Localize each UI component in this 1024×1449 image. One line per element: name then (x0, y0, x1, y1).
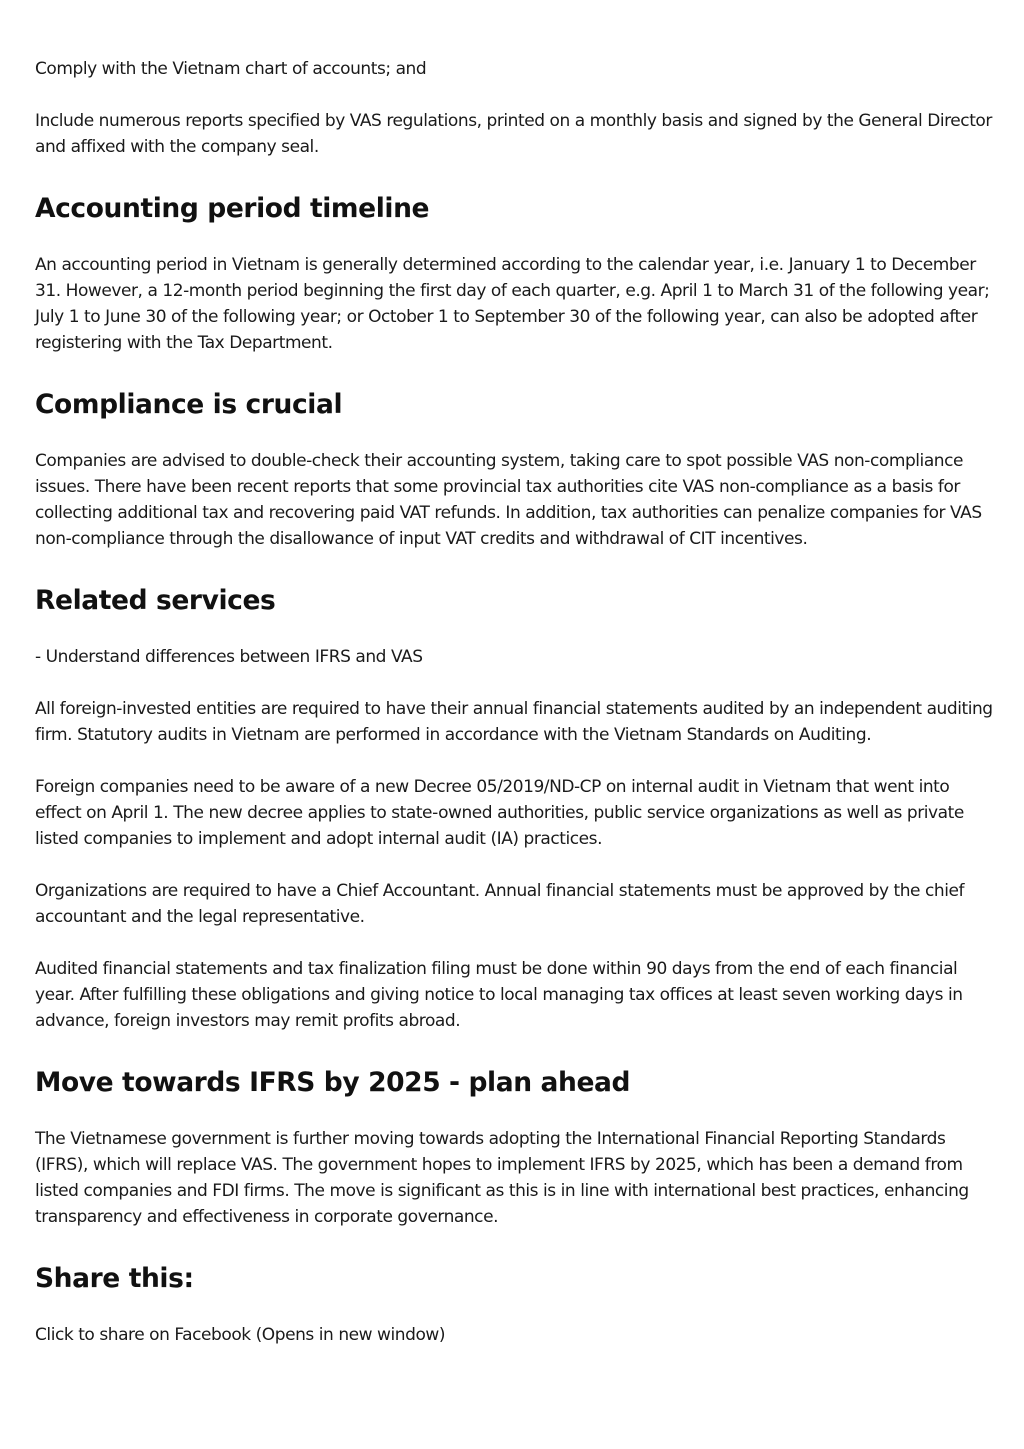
paragraph-chart-of-accounts: Comply with the Vietnam chart of accounts; and (35, 59, 427, 79)
share-facebook-item (35, 1322, 995, 1348)
section-related-services (35, 582, 995, 1034)
heading-share: Share this: (35, 1263, 194, 1294)
section-ifrs-2025 (35, 1064, 995, 1230)
paragraph-ifrs-adoption: The Vietnamese government is further moving towards adopting the International Financial Reporting Standards (IFRS), which will replace VAS. The government hopes to implement IFRS by 2025, which has been a demand from listed companies and FDI firms. The move is significant as this is in line with international best practices, enhancing transparency and effectiveness in corporate governance. (35, 1129, 969, 1227)
paragraph-chief-accountant: Organizations are required to have a Chief Accountant. Annual financial statements must be approved by the chief accountant and the legal representative. (35, 881, 965, 927)
share-facebook-link[interactable]: Click to share on Facebook (Opens in new window) (35, 1325, 446, 1345)
section-accounting-period (35, 190, 995, 356)
paragraph-profit-remittance: Audited financial statements and tax finalization filing must be done within 90 days from the end of each financial year. After fulfilling these obligations and giving notice to local managing tax offices at least seven working days in advance, foreign investors may remit profits abroad. (35, 959, 963, 1031)
paragraph-statutory-audits: All foreign-invested entities are required to have their annual financial statements audited by an independent auditing firm. Statutory audits in Vietnam are performed in accordance with the Vietnam Standards on Auditing. (35, 699, 993, 745)
heading-ifrs-2025: Move towards IFRS by 2025 - plan ahead (35, 1067, 631, 1098)
paragraph-vas-reports: Include numerous reports specified by VAS regulations, printed on a monthly basis and signed by the General Director and affixed with the company seal. (35, 111, 992, 157)
heading-accounting-period: Accounting period timeline (35, 193, 430, 224)
section-share (35, 1260, 995, 1348)
paragraph-ifrs-vas-differences: - Understand differences between IFRS and VAS (35, 647, 423, 667)
heading-compliance: Compliance is crucial (35, 389, 343, 420)
article-body (35, 56, 995, 1374)
paragraph-compliance: Companies are advised to double-check their accounting system, taking care to spot possible VAS non-compliance issues. There have been recent reports that some provincial tax authorities cite VAS non-compliance as a basis for collecting additional tax and recovering paid VAT refunds. In addition, tax authorities can penalize companies for VAS non-compliance through the disallowance of input VAT credits and withdrawal of CIT incentives. (35, 451, 982, 549)
heading-related-services: Related services (35, 585, 276, 616)
section-compliance (35, 386, 995, 552)
paragraph-accounting-period: An accounting period in Vietnam is generally determined according to the calendar year, i.e. January 1 to December 31. However, a 12-month period beginning the first day of each quarter, e.g. April 1 to March 31 of the following year; July 1 to June 30 of the following year; or October 1 to September 30 of the following year, can also be adopted after registering with the Tax Department. (35, 255, 990, 353)
paragraph-internal-audit-decree: Foreign companies need to be aware of a new Decree 05/2019/ND-CP on internal audit in Vietnam that went into effect on April 1. The new decree applies to state-owned authorities, public service organizations as well as private listed companies to implement and adopt internal audit (IA) practices. (35, 777, 964, 849)
